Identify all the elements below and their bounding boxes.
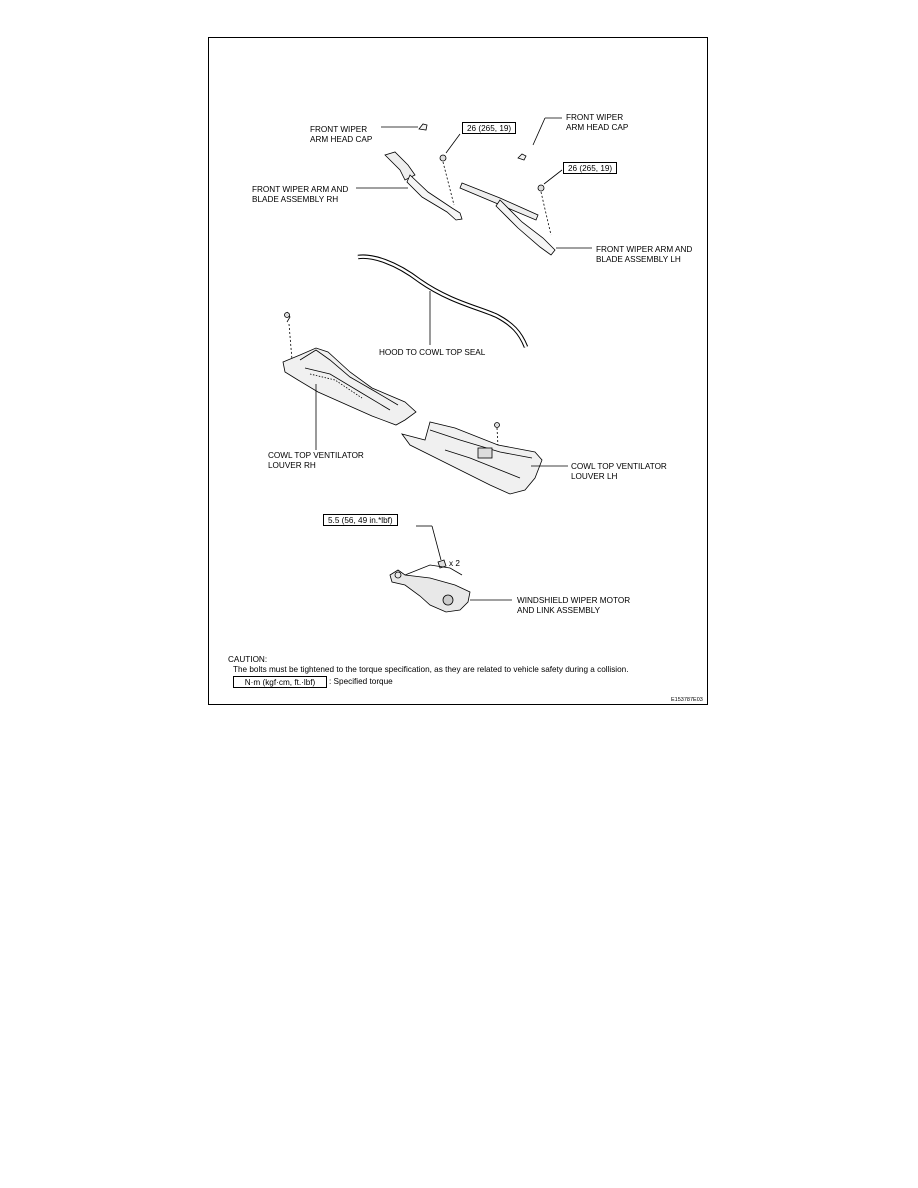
wiper-motor-link (390, 526, 512, 612)
legend-text: : Specified torque (329, 677, 393, 686)
hood-to-cowl-seal (358, 257, 526, 347)
label-head-cap-rh: FRONT WIPER ARM HEAD CAP (310, 125, 373, 144)
label-head-cap-lh: FRONT WIPER ARM HEAD CAP (566, 113, 629, 132)
head-cap-lh (518, 118, 562, 160)
torque-box-arm-lh: 26 (265, 19) (563, 162, 617, 174)
label-arm-lh: FRONT WIPER ARM AND BLADE ASSEMBLY LH (596, 245, 693, 264)
label-qty: x 2 (449, 559, 460, 568)
legend-torque-box: N·m (kgf·cm, ft.·lbf) (233, 676, 327, 688)
wiper-arm-lh (460, 183, 592, 255)
label-motor: WINDSHIELD WIPER MOTOR AND LINK ASSEMBLY (517, 596, 631, 615)
head-cap-rh (381, 124, 427, 130)
nut-lh (538, 170, 562, 235)
label-louver-lh: COWL TOP VENTILATOR LOUVER LH (571, 462, 667, 481)
nut-rh (440, 134, 460, 205)
cowl-louver-rh (283, 312, 416, 450)
label-louver-rh: COWL TOP VENTILATOR LOUVER RH (268, 451, 364, 470)
label-hood-seal: HOOD TO COWL TOP SEAL (379, 348, 486, 357)
wiper-arm-rh (356, 152, 462, 220)
torque-box-arm-rh: 26 (265, 19) (462, 122, 516, 134)
label-arm-rh: FRONT WIPER ARM AND BLADE ASSEMBLY RH (252, 185, 349, 204)
caution-text: The bolts must be tightened to the torque specification, as they are related to vehicle safety during a collision. (233, 665, 629, 674)
caution-title: CAUTION: (228, 655, 268, 664)
cowl-louver-lh (402, 422, 568, 494)
figure-id: E153787E03 (671, 697, 703, 703)
torque-box-motor: 5.5 (56, 49 in.*lbf) (323, 514, 398, 526)
